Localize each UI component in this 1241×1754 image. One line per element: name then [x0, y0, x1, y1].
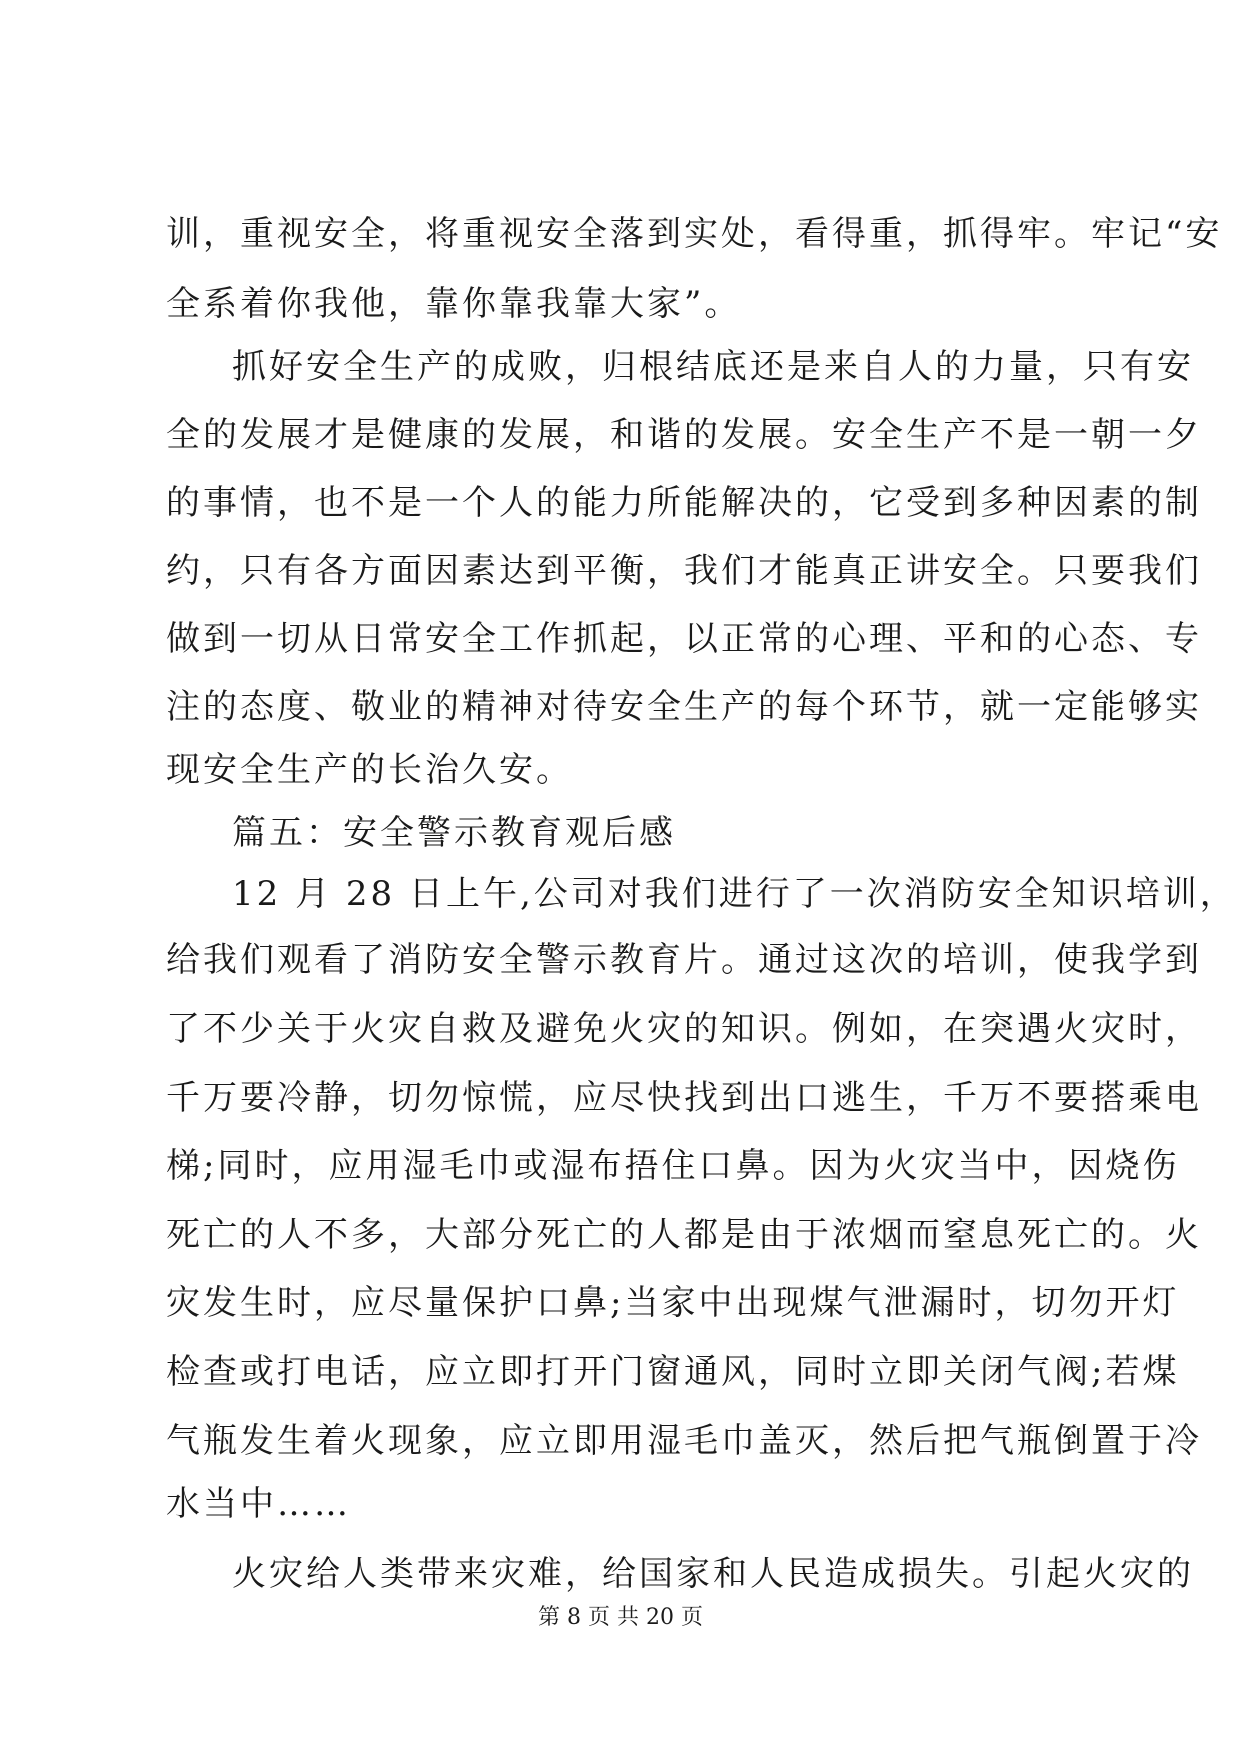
page-number-footer: 第 8 页 共 20 页	[538, 1605, 703, 1630]
body-line: 给我们观看了消防安全警示教育片。通过这次的培训，使我学到	[166, 940, 1202, 980]
body-line: 灾发生时，应尽量保护口鼻;当家中出现煤气泄漏时，切勿开灯	[166, 1283, 1180, 1323]
body-line: 全系着你我他，靠你靠我靠大家”。	[166, 284, 742, 324]
body-line: 气瓶发生着火现象，应立即用湿毛巾盖灭，然后把气瓶倒置于冷	[166, 1421, 1202, 1461]
body-line: 注的态度、敬业的精神对待安全生产的每个环节，就一定能够实	[166, 687, 1202, 727]
body-line: 水当中……	[166, 1484, 351, 1524]
paragraph-start-line: 12 月 28 日上午,公司对我们进行了一次消防安全知识培训，	[232, 874, 1237, 914]
body-line: 了不少关于火灾自救及避免火灾的知识。例如，在突遇火灾时，	[166, 1009, 1202, 1049]
body-line: 现安全生产的长治久安。	[166, 750, 573, 790]
paragraph-start-line: 抓好安全生产的成败，归根结底还是来自人的力量，只有安	[232, 347, 1194, 387]
body-line: 死亡的人不多，大部分死亡的人都是由于浓烟而窒息死亡的。火	[166, 1215, 1202, 1255]
body-line: 全的发展才是健康的发展，和谐的发展。安全生产不是一朝一夕	[166, 415, 1202, 455]
body-line: 约，只有各方面因素达到平衡，我们才能真正讲安全。只要我们	[166, 551, 1202, 591]
body-line: 做到一切从日常安全工作抓起，以正常的心理、平和的心态、专	[166, 619, 1202, 659]
body-line: 梯;同时，应用湿毛巾或湿布捂住口鼻。因为火灾当中，因烧伤	[166, 1146, 1180, 1186]
section-heading: 篇五：安全警示教育观后感	[232, 813, 676, 853]
body-line: 训，重视安全，将重视安全落到实处，看得重，抓得牢。牢记“安	[166, 214, 1223, 254]
body-line: 检查或打电话，应立即打开门窗通风，同时立即关闭气阀;若煤	[166, 1352, 1180, 1392]
body-line: 的事情，也不是一个人的能力所能解决的，它受到多种因素的制	[166, 483, 1202, 523]
paragraph-start-line: 火灾给人类带来灾难，给国家和人民造成损失。引起火灾的	[232, 1554, 1194, 1594]
body-line: 千万要冷静，切勿惊慌，应尽快找到出口逃生，千万不要搭乘电	[166, 1078, 1202, 1118]
